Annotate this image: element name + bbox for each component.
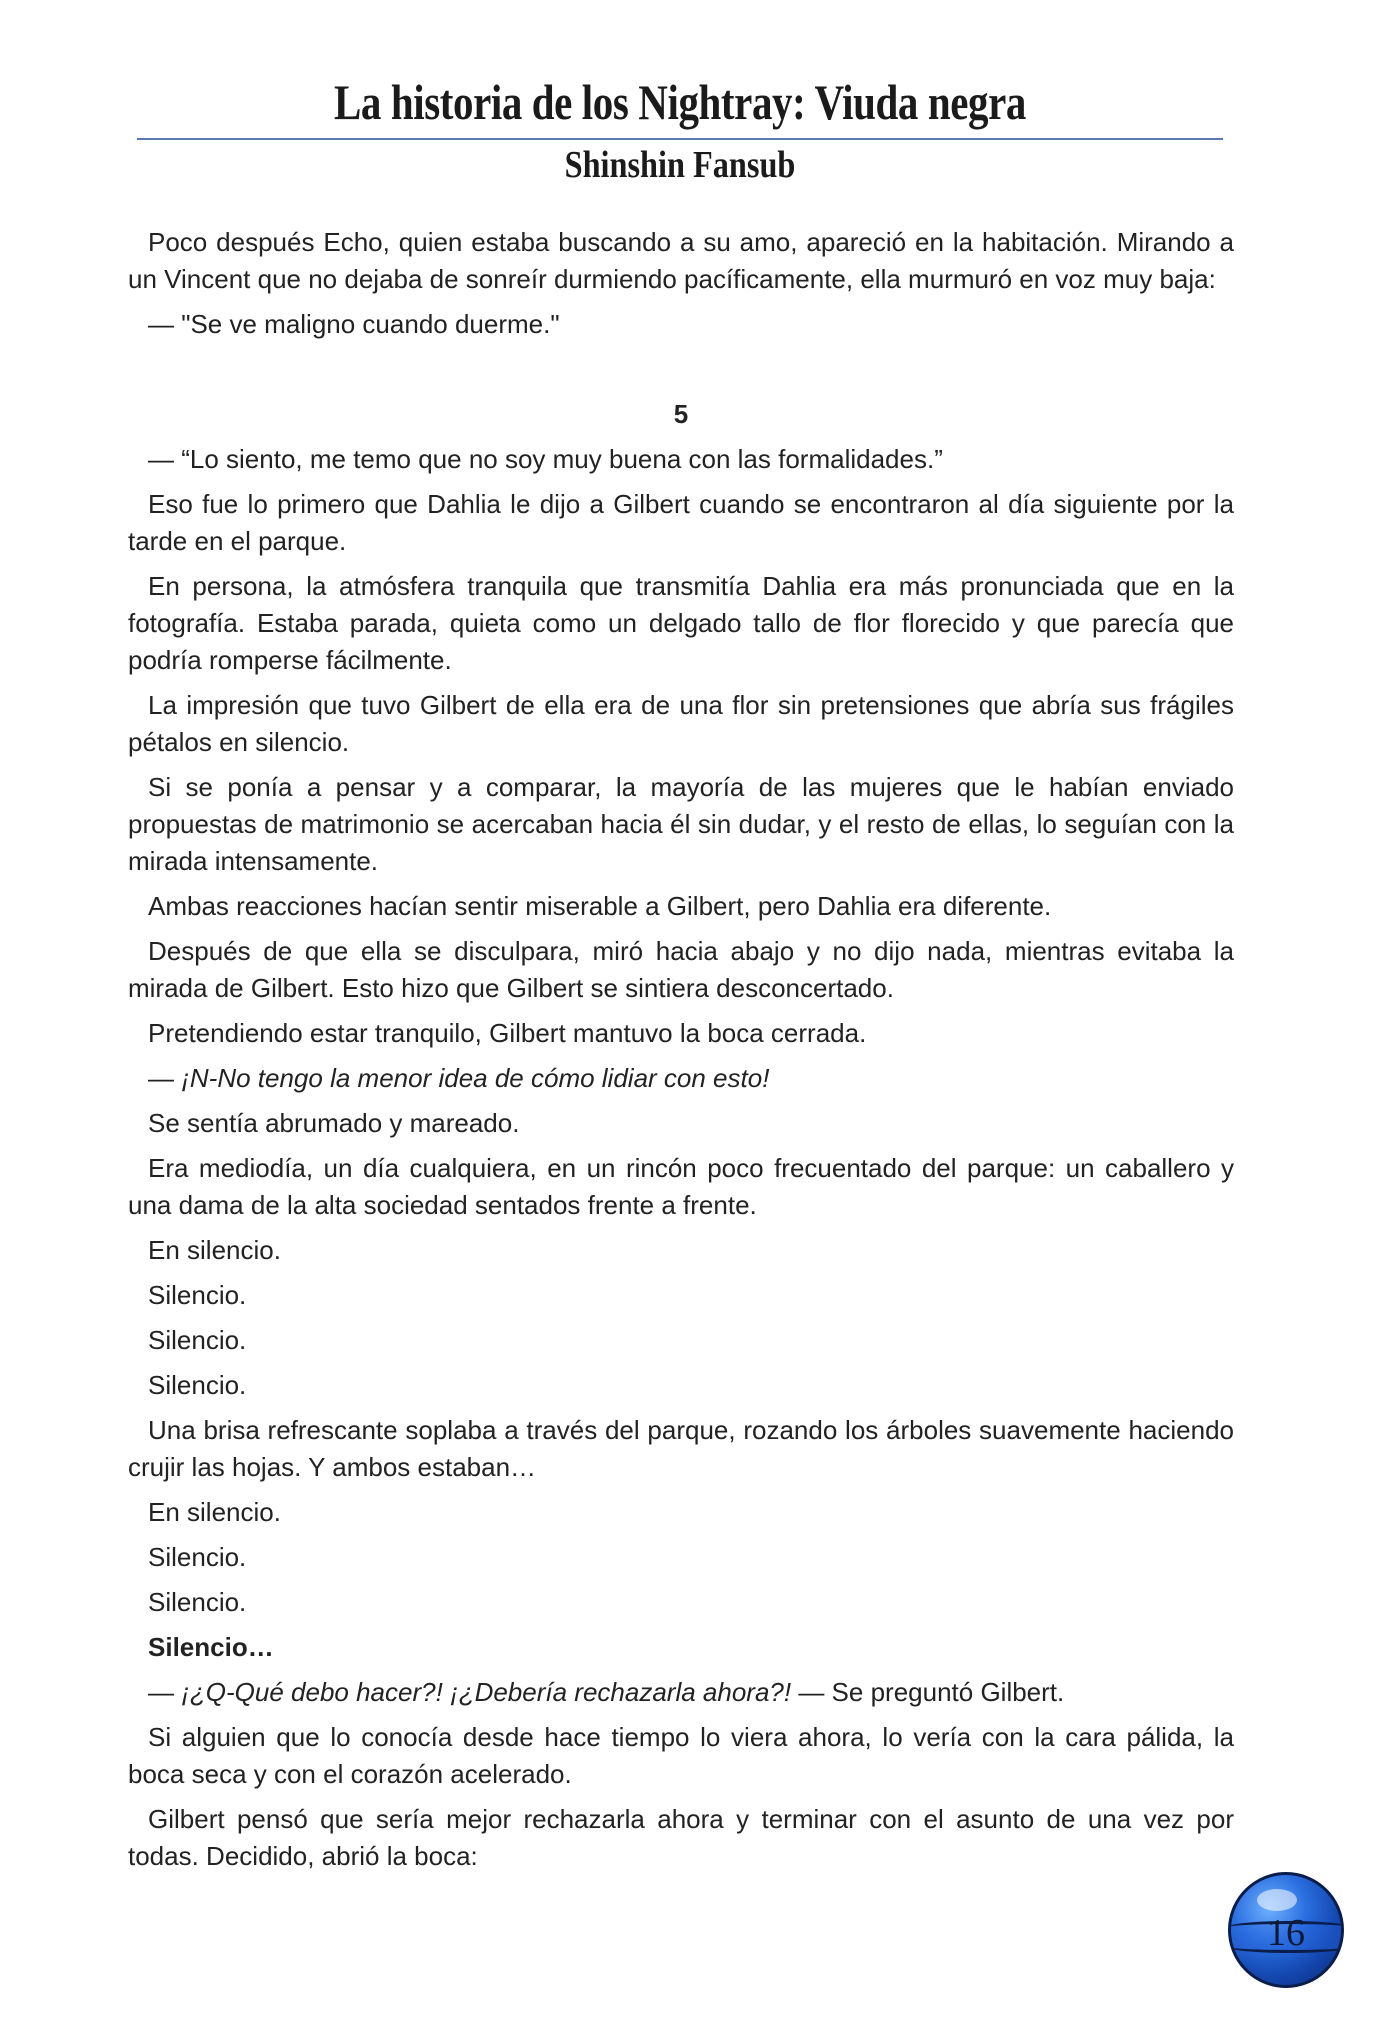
paragraph: Eso fue lo primero que Dahlia le dijo a Gilbert cuando se encontraron al día siguiente por la tarde en el parque. (128, 489, 1234, 556)
section-number: 5 (673, 399, 689, 429)
thought-attribution: Se preguntó Gilbert. (831, 1677, 1065, 1707)
thought-text: ¡¿Q-Qué debo hacer?! ¡¿Debería rechazarla ahora?! (181, 1677, 792, 1707)
paragraph: Si se ponía a pensar y a comparar, la mayoría de las mujeres que le habían enviado propuestas de matrimonio se acercaban hacia él sin dudar, y el resto de ellas, lo seguían con la mirada intensamente. (128, 772, 1234, 876)
paragraph: Silencio. (148, 1280, 247, 1310)
paragraph: Silencio. (148, 1542, 247, 1572)
paragraph: Después de que ella se disculpara, miró hacia abajo y no dijo nada, mientras evitaba la mirada de Gilbert. Esto hizo que Gilbert se sintiera desconcertado. (128, 936, 1234, 1003)
thought-line: — ¡N-No tengo la menor idea de cómo lidiar con esto! (148, 1063, 770, 1093)
title-divider (137, 138, 1223, 140)
dialogue-line: — “Lo siento, me temo que no soy muy buena con las formalidades.” (148, 444, 943, 474)
chapter-body (128, 224, 1234, 1883)
paragraph: Pretendiendo estar tranquilo, Gilbert mantuvo la boca cerrada. (148, 1018, 867, 1048)
paragraph: Poco después Echo, quien estaba buscando a su amo, apareció en la habitación. Mirando a un Vincent que no dejaba de sonreír durmiendo pacíficamente, ella murmuró en voz muy baja: (128, 227, 1234, 294)
paragraph: La impresión que tuvo Gilbert de ella era de una flor sin pretensiones que abría sus frágiles pétalos en silencio. (128, 690, 1234, 757)
paragraph: Si alguien que lo conocía desde hace tiempo lo viera ahora, lo vería con la cara pálida, la boca seca y con el corazón acelerado. (128, 1722, 1234, 1789)
paragraph: En persona, la atmósfera tranquila que transmitía Dahlia era más pronunciada que en la fotografía. Estaba parada, quieta como un delgado tallo de flor florecido y que parecía que podría romperse fácilmente. (128, 571, 1234, 675)
paragraph: Una brisa refrescante soplaba a través del parque, rozando los árboles suavemente haciendo crujir las hojas. Y ambos estaban… (128, 1415, 1234, 1482)
page-number: 16 (1267, 1912, 1305, 1954)
document-subtitle: Shinshin Fansub (564, 144, 796, 186)
paragraph: Era mediodía, un día cualquiera, en un rincón poco frecuentado del parque: un caballero y una dama de la alta sociedad sentados frente a frente. (128, 1153, 1234, 1220)
paragraph: Ambas reacciones hacían sentir miserable a Gilbert, pero Dahlia era diferente. (148, 891, 1052, 921)
page-header (137, 70, 1223, 188)
thought-line: — ¡¿Q-Qué debo hacer?! ¡¿Debería rechazarla ahora?! — Se preguntó Gilbert. (148, 1677, 1065, 1707)
page-number-badge (1228, 1872, 1344, 1988)
document-title: La historia de los Nightray: Viuda negra (333, 74, 1027, 130)
paragraph: En silencio. (148, 1497, 281, 1527)
paragraph: En silencio. (148, 1235, 281, 1265)
emphasized-paragraph: Silencio… (148, 1632, 274, 1662)
paragraph: Silencio. (148, 1325, 247, 1355)
paragraph: Silencio. (148, 1587, 247, 1617)
thought-text: ¡N-No tengo la menor idea de cómo lidiar con esto! (181, 1063, 770, 1093)
dialogue-line: — "Se ve maligno cuando duerme." (148, 309, 560, 339)
paragraph: Gilbert pensó que sería mejor rechazarla ahora y terminar con el asunto de una vez por todas. Decidido, abrió la boca: (128, 1804, 1234, 1871)
paragraph: Silencio. (148, 1370, 247, 1400)
badge-shine (1257, 1889, 1297, 1911)
paragraph: Se sentía abrumado y mareado. (148, 1108, 520, 1138)
